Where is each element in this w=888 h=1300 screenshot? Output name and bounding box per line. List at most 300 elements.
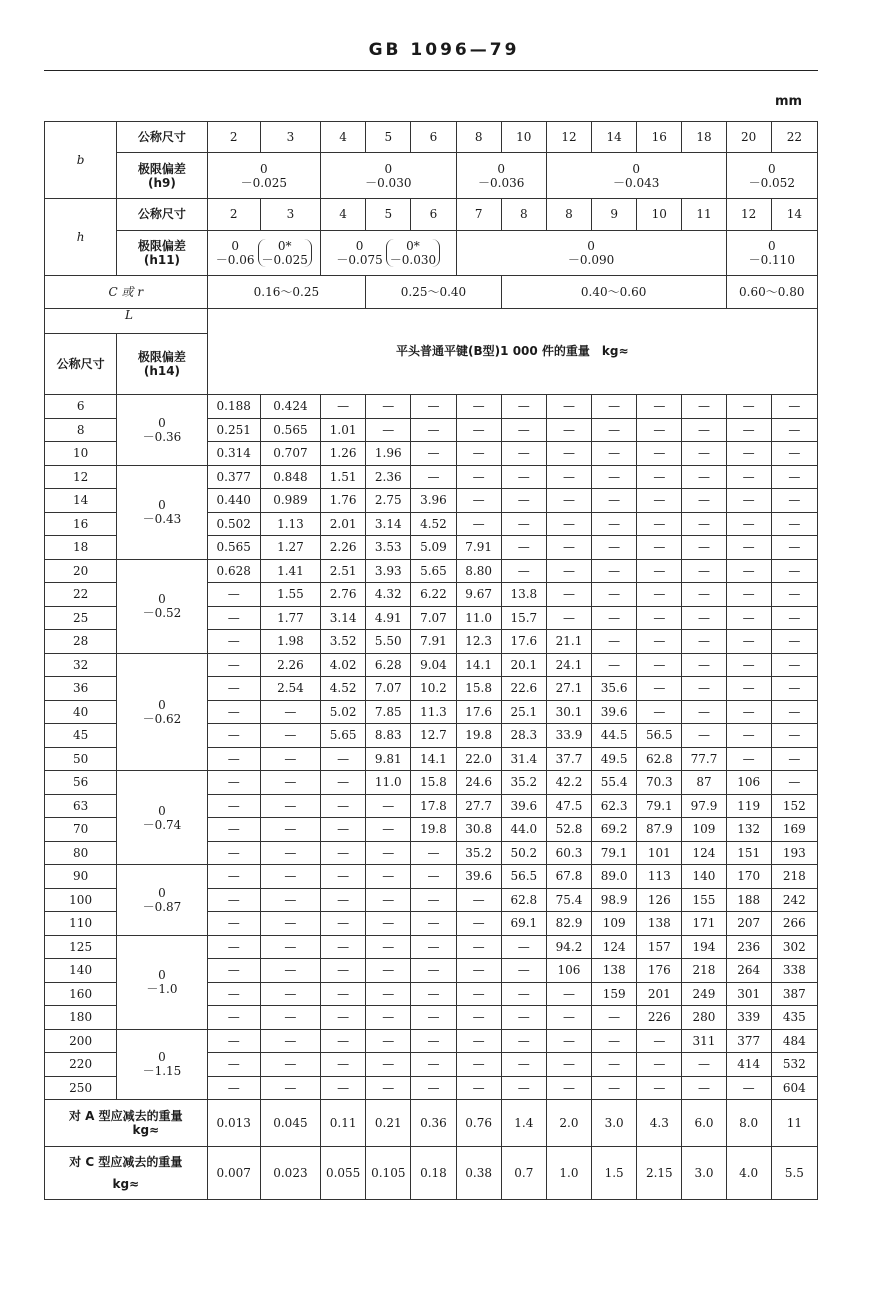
- weight-value: 280: [682, 1006, 726, 1030]
- table-row: [45, 771, 818, 795]
- weight-value: 9.04: [411, 653, 456, 677]
- weight-value: —: [637, 559, 682, 583]
- b-label: b: [45, 122, 117, 199]
- weight-value: —: [546, 1029, 591, 1053]
- weight-value: —: [726, 489, 771, 513]
- weight-value: 101: [637, 841, 682, 865]
- h-nominal-row: [45, 199, 818, 231]
- weight-value: —: [456, 935, 501, 959]
- weight-value: 157: [637, 935, 682, 959]
- weight-caption: 平头普通平键(B型)1 000 件的重量 kg≈: [207, 309, 817, 395]
- weight-value: 62.8: [501, 888, 546, 912]
- weight-value: —: [321, 841, 366, 865]
- weight-value: —: [726, 747, 771, 771]
- weight-value: 11.3: [411, 700, 456, 724]
- weight-value: 1.76: [321, 489, 366, 513]
- c-or-r-value: 0.40～0.60: [501, 276, 726, 309]
- weight-value: —: [682, 465, 726, 489]
- table-row: [45, 865, 818, 889]
- weight-value: 236: [726, 935, 771, 959]
- weight-value: —: [771, 465, 817, 489]
- tol-lower: －0.075: [336, 253, 383, 267]
- weight-value: 377: [726, 1029, 771, 1053]
- weight-value: —: [456, 959, 501, 983]
- weight-value: 8.83: [366, 724, 411, 748]
- weight-value: —: [207, 724, 260, 748]
- tol-lower: －0.43: [142, 512, 182, 526]
- weight-value: 69.1: [501, 912, 546, 936]
- c-type-reduction-value: 0.055: [321, 1147, 366, 1200]
- weight-value: —: [411, 1076, 456, 1100]
- weight-value: —: [501, 536, 546, 560]
- tol-upper: 0: [158, 885, 166, 900]
- c-or-r-value: 0.25～0.40: [366, 276, 502, 309]
- b-tolerance-value: [456, 153, 546, 199]
- weight-value: —: [366, 418, 411, 442]
- weight-value: —: [682, 512, 726, 536]
- weight-value: —: [321, 982, 366, 1006]
- b-tolerance-value: [207, 153, 320, 199]
- header-rule: [44, 70, 818, 71]
- weight-value: —: [726, 395, 771, 419]
- weight-value: —: [771, 606, 817, 630]
- c-or-r-value: 0.60～0.80: [726, 276, 817, 309]
- weight-value: —: [501, 395, 546, 419]
- weight-value: —: [366, 395, 411, 419]
- weight-value: —: [207, 630, 260, 654]
- weight-value: —: [546, 395, 591, 419]
- weight-value: 12.7: [411, 724, 456, 748]
- weight-value: 3.93: [366, 559, 411, 583]
- weight-value: —: [592, 1076, 637, 1100]
- weight-value: 47.5: [546, 794, 591, 818]
- weight-value: —: [771, 724, 817, 748]
- weight-value: 193: [771, 841, 817, 865]
- l-tolerance-value: [117, 1029, 207, 1100]
- weight-value: 70.3: [637, 771, 682, 795]
- weight-value: —: [637, 700, 682, 724]
- weight-value: 338: [771, 959, 817, 983]
- weight-value: —: [366, 912, 411, 936]
- a-type-reduction-value: 6.0: [682, 1100, 726, 1147]
- weight-value: —: [207, 583, 260, 607]
- weight-value: —: [637, 653, 682, 677]
- weight-value: 10.2: [411, 677, 456, 701]
- weight-value: —: [637, 418, 682, 442]
- weight-value: —: [207, 653, 260, 677]
- l-nominal-value: 32: [45, 653, 117, 677]
- weight-value: 1.01: [321, 418, 366, 442]
- weight-value: 3.53: [366, 536, 411, 560]
- weight-value: 138: [637, 912, 682, 936]
- weight-value: 24.1: [546, 653, 591, 677]
- tol-upper: 0: [497, 161, 506, 176]
- weight-value: 604: [771, 1076, 817, 1100]
- tol-upper: 0: [158, 415, 166, 430]
- weight-value: —: [207, 1076, 260, 1100]
- weight-value: —: [546, 1006, 591, 1030]
- weight-value: 20.1: [501, 653, 546, 677]
- weight-value: 30.1: [546, 700, 591, 724]
- weight-value: —: [771, 677, 817, 701]
- weight-value: —: [771, 700, 817, 724]
- weight-value: 17.6: [501, 630, 546, 654]
- b-nominal-value: 4: [321, 122, 366, 153]
- weight-value: —: [366, 1053, 411, 1077]
- weight-value: 159: [592, 982, 637, 1006]
- tol-upper: 0: [260, 161, 268, 176]
- weight-value: —: [501, 959, 546, 983]
- table-row: [45, 1029, 818, 1053]
- weight-value: —: [726, 653, 771, 677]
- weight-value: —: [682, 1053, 726, 1077]
- weight-value: —: [260, 912, 320, 936]
- weight-value: —: [726, 677, 771, 701]
- weight-value: 6.22: [411, 583, 456, 607]
- weight-value: —: [637, 1029, 682, 1053]
- l-nominal-value: 140: [45, 959, 117, 983]
- weight-value: 155: [682, 888, 726, 912]
- weight-value: —: [260, 747, 320, 771]
- weight-value: —: [546, 583, 591, 607]
- weight-value: 15.8: [411, 771, 456, 795]
- weight-value: 119: [726, 794, 771, 818]
- l-nominal-value: 20: [45, 559, 117, 583]
- key-weight-table: [44, 121, 818, 1200]
- weight-value: —: [207, 700, 260, 724]
- c-type-reduction-value: 0.105: [366, 1147, 411, 1200]
- table-row: [45, 395, 818, 419]
- weight-value: 77.7: [682, 747, 726, 771]
- weight-value: —: [456, 1029, 501, 1053]
- h-nominal-value: 4: [321, 199, 366, 231]
- c-type-reduction-value: 0.38: [456, 1147, 501, 1200]
- weight-value: —: [456, 1006, 501, 1030]
- weight-value: —: [637, 395, 682, 419]
- weight-value: —: [366, 794, 411, 818]
- b-tolerance-value: [321, 153, 457, 199]
- weight-value: —: [501, 512, 546, 536]
- weight-value: 55.4: [592, 771, 637, 795]
- weight-value: —: [207, 1006, 260, 1030]
- tol-upper: 0: [158, 1050, 166, 1065]
- weight-value: 2.54: [260, 677, 320, 701]
- weight-value: 242: [771, 888, 817, 912]
- weight-value: 301: [726, 982, 771, 1006]
- weight-value: 22.6: [501, 677, 546, 701]
- weight-value: —: [592, 653, 637, 677]
- weight-value: 3.52: [321, 630, 366, 654]
- weight-value: —: [456, 489, 501, 513]
- weight-value: —: [682, 630, 726, 654]
- weight-value: 140: [682, 865, 726, 889]
- weight-value: 25.1: [501, 700, 546, 724]
- l-tolerance-value: [117, 395, 207, 466]
- a-type-reduction-value: 1.4: [501, 1100, 546, 1147]
- weight-value: 7.91: [456, 536, 501, 560]
- weight-value: —: [726, 536, 771, 560]
- weight-value: 113: [637, 865, 682, 889]
- weight-value: —: [207, 888, 260, 912]
- weight-value: —: [366, 935, 411, 959]
- table-row: [45, 559, 818, 583]
- weight-value: —: [682, 559, 726, 583]
- h-nominal-value: 7: [456, 199, 501, 231]
- b-nominal-value: 18: [682, 122, 726, 153]
- h-label: h: [45, 199, 117, 276]
- weight-value: 1.96: [366, 442, 411, 466]
- weight-value: 249: [682, 982, 726, 1006]
- a-type-reduction-value: 0.045: [260, 1100, 320, 1147]
- weight-value: —: [411, 841, 456, 865]
- weight-value: —: [260, 771, 320, 795]
- weight-value: —: [456, 512, 501, 536]
- l-nominal-value: 50: [45, 747, 117, 771]
- weight-value: 24.6: [456, 771, 501, 795]
- a-type-reduction-value: 0.36: [411, 1100, 456, 1147]
- label-line: 对 C 型应减去的重量: [69, 1155, 183, 1169]
- weight-value: 4.02: [321, 653, 366, 677]
- weight-value: —: [546, 489, 591, 513]
- weight-value: 79.1: [637, 794, 682, 818]
- weight-value: 94.2: [546, 935, 591, 959]
- weight-value: 1.51: [321, 465, 366, 489]
- b-tolerance-value: [726, 153, 817, 199]
- c-type-reduction-value: 4.0: [726, 1147, 771, 1200]
- c-type-reduction-label: [45, 1147, 208, 1200]
- weight-value: 27.1: [546, 677, 591, 701]
- weight-value: 69.2: [592, 818, 637, 842]
- weight-value: —: [592, 606, 637, 630]
- label-line: kg≈: [112, 1177, 140, 1191]
- l-tolerance-value: [117, 935, 207, 1029]
- weight-value: 56.5: [637, 724, 682, 748]
- weight-value: 302: [771, 935, 817, 959]
- weight-value: —: [260, 1053, 320, 1077]
- b-tolerance-row: [45, 153, 818, 199]
- weight-value: —: [411, 442, 456, 466]
- weight-value: 82.9: [546, 912, 591, 936]
- weight-value: —: [456, 912, 501, 936]
- l-nominal-value: 6: [45, 395, 117, 419]
- h-nominal-value: 12: [726, 199, 771, 231]
- weight-value: —: [321, 912, 366, 936]
- weight-value: —: [501, 1053, 546, 1077]
- weight-value: 89.0: [592, 865, 637, 889]
- weight-value: 22.0: [456, 747, 501, 771]
- h-tolerance-value: [207, 231, 320, 276]
- weight-value: —: [592, 559, 637, 583]
- l-nominal-value: 8: [45, 418, 117, 442]
- weight-value: 387: [771, 982, 817, 1006]
- l-label: L: [45, 309, 208, 334]
- weight-value: —: [366, 959, 411, 983]
- weight-value: 484: [771, 1029, 817, 1053]
- weight-value: —: [592, 630, 637, 654]
- weight-value: —: [637, 512, 682, 536]
- l-tolerance-value: [117, 559, 207, 653]
- b-nominal-value: 10: [501, 122, 546, 153]
- tol-lower: －0.06: [215, 253, 255, 267]
- weight-value: 1.55: [260, 583, 320, 607]
- weight-value: —: [726, 583, 771, 607]
- weight-value: —: [207, 771, 260, 795]
- weight-value: 109: [592, 912, 637, 936]
- weight-value: —: [321, 818, 366, 842]
- weight-value: 339: [726, 1006, 771, 1030]
- a-type-reduction-value: 0.013: [207, 1100, 260, 1147]
- weight-value: 19.8: [411, 818, 456, 842]
- weight-value: 62.8: [637, 747, 682, 771]
- tol-lower: －0.043: [613, 175, 660, 190]
- weight-value: —: [726, 630, 771, 654]
- a-type-reduction-label: [45, 1100, 208, 1147]
- weight-value: —: [260, 935, 320, 959]
- weight-value: —: [456, 442, 501, 466]
- weight-value: 7.91: [411, 630, 456, 654]
- weight-value: 15.8: [456, 677, 501, 701]
- weight-value: —: [682, 724, 726, 748]
- h-nominal-value: 11: [682, 199, 726, 231]
- tol-lower: －0.52: [142, 606, 182, 620]
- l-nominal-value: 12: [45, 465, 117, 489]
- weight-value: —: [366, 818, 411, 842]
- weight-value: —: [546, 465, 591, 489]
- weight-value: 0.440: [207, 489, 260, 513]
- weight-value: —: [260, 818, 320, 842]
- l-nominal-value: 45: [45, 724, 117, 748]
- weight-value: 28.3: [501, 724, 546, 748]
- l-nominal-value: 90: [45, 865, 117, 889]
- l-nominal-value: 200: [45, 1029, 117, 1053]
- tol-lower: －0.36: [142, 429, 182, 444]
- weight-value: 266: [771, 912, 817, 936]
- weight-value: —: [546, 442, 591, 466]
- weight-value: —: [771, 512, 817, 536]
- tol-upper: 0: [158, 498, 166, 512]
- weight-value: —: [411, 935, 456, 959]
- weight-value: —: [456, 465, 501, 489]
- weight-value: —: [411, 912, 456, 936]
- weight-value: —: [411, 865, 456, 889]
- weight-value: —: [726, 512, 771, 536]
- l-nominal-value: 80: [45, 841, 117, 865]
- weight-value: 52.8: [546, 818, 591, 842]
- l-nominal-value: 25: [45, 606, 117, 630]
- h-nominal-value: 9: [592, 199, 637, 231]
- weight-value: —: [771, 653, 817, 677]
- weight-value: —: [260, 700, 320, 724]
- weight-value: —: [546, 982, 591, 1006]
- weight-value: —: [726, 700, 771, 724]
- weight-value: 50.2: [501, 841, 546, 865]
- weight-value: —: [411, 888, 456, 912]
- weight-value: 226: [637, 1006, 682, 1030]
- l-nominal-value: 36: [45, 677, 117, 701]
- weight-value: —: [637, 677, 682, 701]
- weight-value: —: [456, 418, 501, 442]
- weight-value: 33.9: [546, 724, 591, 748]
- weight-value: —: [637, 630, 682, 654]
- tolerance-label: 极限偏差 (h11): [117, 231, 207, 276]
- weight-value: 2.26: [260, 653, 320, 677]
- weight-value: —: [260, 724, 320, 748]
- c-type-reduction-value: 1.5: [592, 1147, 637, 1200]
- weight-value: —: [682, 536, 726, 560]
- weight-value: 14.1: [411, 747, 456, 771]
- weight-value: —: [456, 1053, 501, 1077]
- b-nominal-value: 3: [260, 122, 320, 153]
- a-type-reduction-value: 4.3: [637, 1100, 682, 1147]
- weight-value: 170: [726, 865, 771, 889]
- weight-value: —: [546, 559, 591, 583]
- weight-value: —: [501, 935, 546, 959]
- weight-value: —: [260, 1076, 320, 1100]
- weight-value: 75.4: [546, 888, 591, 912]
- weight-value: 39.6: [456, 865, 501, 889]
- weight-value: 62.3: [592, 794, 637, 818]
- nominal-label: 公称尺寸: [45, 334, 117, 395]
- l-nominal-value: 22: [45, 583, 117, 607]
- l-tolerance-value: [117, 771, 207, 865]
- weight-value: —: [592, 418, 637, 442]
- weight-value: 4.91: [366, 606, 411, 630]
- weight-value: —: [726, 442, 771, 466]
- c-type-reduction-value: 0.007: [207, 1147, 260, 1200]
- weight-value: —: [592, 489, 637, 513]
- weight-value: 7.85: [366, 700, 411, 724]
- h-nominal-value: 10: [637, 199, 682, 231]
- tolerance-alt: [386, 239, 440, 267]
- weight-value: —: [321, 888, 366, 912]
- weight-value: 4.52: [321, 677, 366, 701]
- tol-lower: －0.090: [567, 253, 615, 267]
- tol-lower: －0.025: [240, 175, 287, 190]
- weight-value: 44.5: [592, 724, 637, 748]
- weight-value: —: [637, 606, 682, 630]
- l-nominal-value: 220: [45, 1053, 117, 1077]
- l-nominal-value: 14: [45, 489, 117, 513]
- weight-value: —: [260, 841, 320, 865]
- weight-value: 0.424: [260, 395, 320, 419]
- weight-value: 21.1: [546, 630, 591, 654]
- weight-value: 44.0: [501, 818, 546, 842]
- weight-value: 2.01: [321, 512, 366, 536]
- h-nominal-value: 14: [771, 199, 817, 231]
- l-nominal-value: 125: [45, 935, 117, 959]
- c-type-reduction-value: 3.0: [682, 1147, 726, 1200]
- l-nominal-value: 28: [45, 630, 117, 654]
- weight-value: —: [501, 1076, 546, 1100]
- weight-value: —: [546, 1053, 591, 1077]
- weight-value: —: [321, 395, 366, 419]
- l-nominal-value: 70: [45, 818, 117, 842]
- weight-value: —: [260, 982, 320, 1006]
- weight-value: 97.9: [682, 794, 726, 818]
- weight-value: 9.81: [366, 747, 411, 771]
- weight-value: —: [366, 982, 411, 1006]
- weight-value: —: [207, 912, 260, 936]
- weight-value: 12.3: [456, 630, 501, 654]
- weight-value: 8.80: [456, 559, 501, 583]
- weight-value: —: [637, 1076, 682, 1100]
- weight-value: 435: [771, 1006, 817, 1030]
- l-nominal-value: 110: [45, 912, 117, 936]
- weight-value: —: [207, 606, 260, 630]
- l-tolerance-value: [117, 653, 207, 771]
- h-tolerance-value: [726, 231, 817, 276]
- weight-value: 194: [682, 935, 726, 959]
